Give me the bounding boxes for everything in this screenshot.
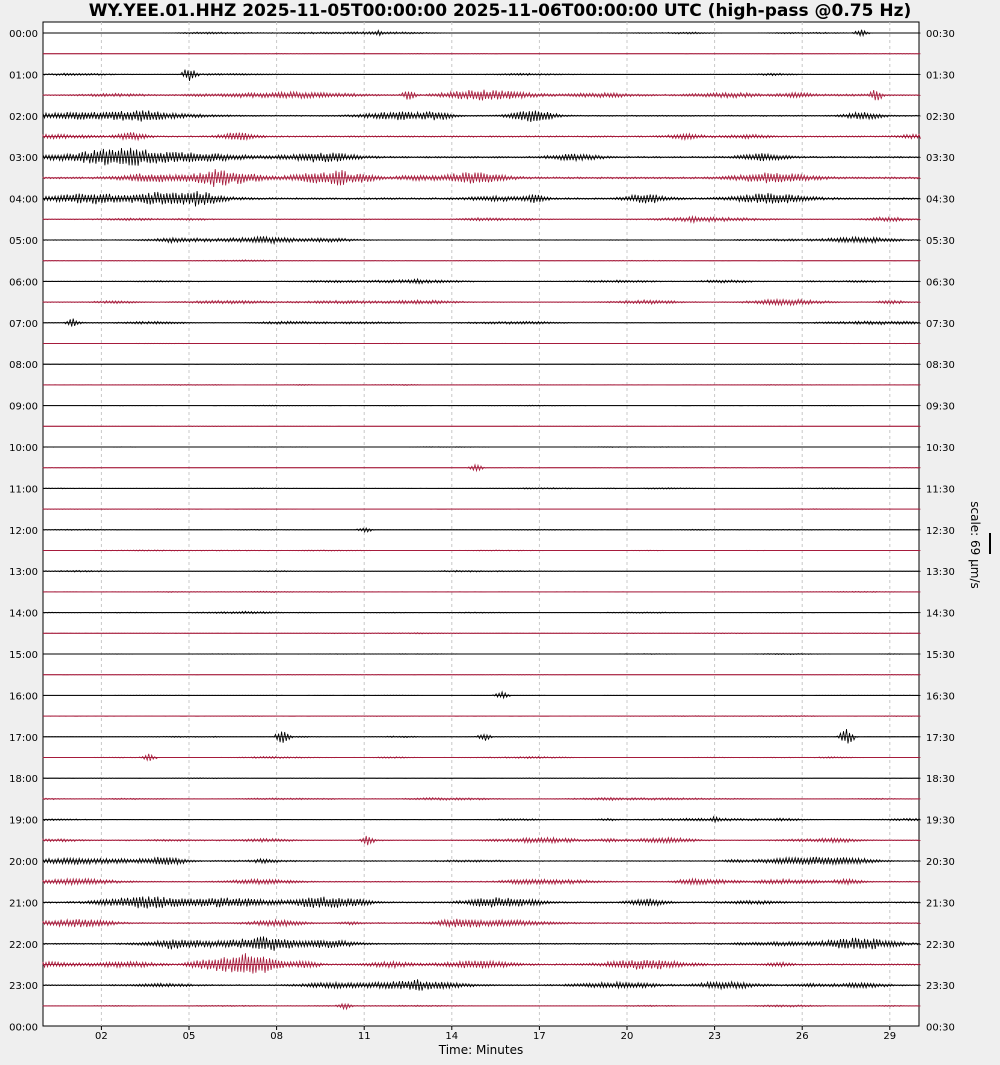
left-time-label: 10:00 [9,443,38,454]
right-time-label: 02:30 [926,111,955,123]
x-tick-label: 08 [270,1031,283,1042]
left-time-label: 22:00 [9,939,38,951]
left-time-label: 13:00 [9,567,38,579]
left-time-label: 23:00 [9,981,38,993]
right-time-label: 22:30 [926,939,955,951]
x-tick-label: 05 [182,1031,196,1042]
x-tick-label: 20 [620,1031,634,1042]
left-time-label: 14:00 [9,608,38,620]
right-time-label: 01:30 [926,70,955,82]
left-time-label: 08:00 [9,360,38,372]
right-time-label: 20:30 [926,857,955,868]
trace-row [43,509,921,510]
right-time-label: 07:30 [926,318,955,330]
left-time-label: 00:00 [9,1022,38,1034]
x-tick-label: 26 [795,1031,809,1042]
left-time-label: 12:00 [9,525,38,537]
left-time-label: 17:00 [9,732,38,744]
right-time-label: 19:30 [926,815,955,827]
scale-label: scale: 69 µm/s [968,501,982,589]
trace-row [43,447,921,448]
right-time-label: 00:30 [926,1022,955,1034]
trace-row [43,674,921,675]
right-time-label: 23:30 [926,981,955,993]
right-time-label: 12:30 [926,525,955,537]
x-tick-label: 17 [533,1031,546,1042]
right-time-label: 03:30 [926,153,955,165]
trace-row [43,405,921,406]
x-tick-label: 02 [95,1031,108,1042]
x-tick-label: 29 [883,1031,897,1042]
left-time-label: 19:00 [9,815,38,827]
x-axis-label: Time: Minutes [438,1043,524,1057]
right-time-label: 00:30 [926,29,955,40]
trace-row [43,53,921,54]
x-tick-label: 23 [708,1031,721,1042]
right-time-label: 10:30 [926,443,955,454]
right-time-label: 16:30 [926,691,955,703]
left-time-label: 03:00 [9,153,38,165]
left-time-label: 02:00 [9,111,38,123]
right-time-label: 15:30 [926,650,955,661]
x-tick-label: 11 [357,1031,371,1042]
left-time-label: 11:00 [9,484,38,496]
x-tick-label: 14 [445,1031,459,1042]
left-time-label: 04:00 [9,194,38,206]
right-time-label: 11:30 [926,484,955,496]
left-time-label: 15:00 [9,650,38,661]
left-time-label: 01:00 [9,70,38,82]
scale-bar [989,533,991,554]
left-time-label: 06:00 [9,277,38,289]
right-time-label: 21:30 [926,898,955,910]
trace-row [43,426,921,427]
left-time-label: 00:00 [9,29,38,40]
right-time-label: 06:30 [926,277,955,289]
right-time-label: 13:30 [926,567,955,579]
right-time-label: 17:30 [926,732,955,744]
left-time-label: 21:00 [9,898,38,910]
chart-title: WY.YEE.01.HHZ 2025-11-05T00:00:00 2025-11-06T00:00:00 UTC (high-pass @0.75 Hz) [88,1,912,21]
left-time-label: 05:00 [9,236,38,247]
right-time-label: 08:30 [926,360,955,372]
left-time-label: 18:00 [9,774,38,786]
right-time-label: 04:30 [926,194,955,206]
right-time-label: 09:30 [926,401,955,413]
right-time-label: 18:30 [926,774,955,786]
left-time-label: 09:00 [9,401,38,413]
right-time-label: 05:30 [926,236,955,247]
left-time-label: 20:00 [9,857,38,868]
left-time-label: 07:00 [9,318,38,330]
left-time-label: 16:00 [9,691,38,703]
right-time-label: 14:30 [926,608,955,620]
